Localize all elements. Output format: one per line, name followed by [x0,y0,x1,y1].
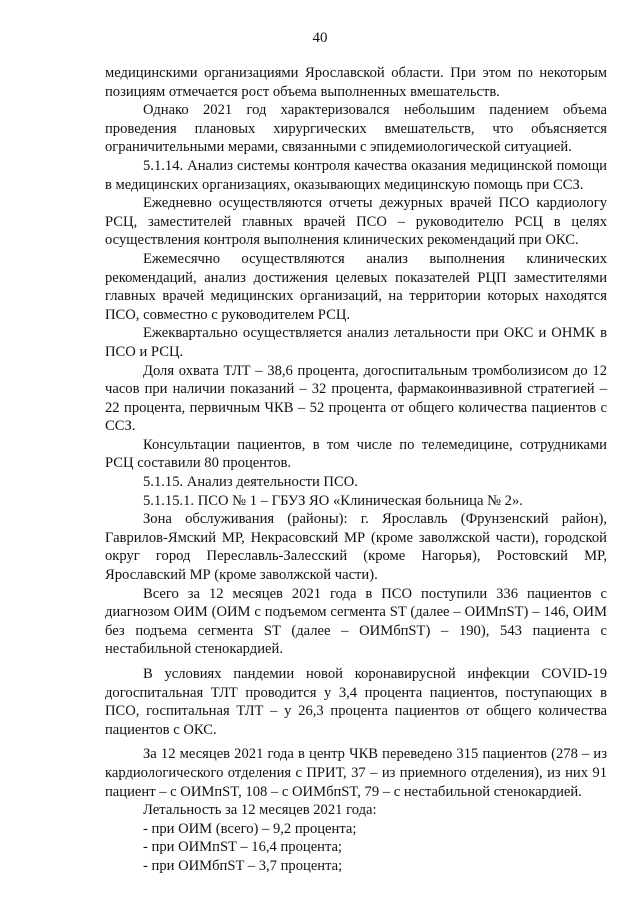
subsection-heading: 5.1.15.1. ПСО № 1 – ГБУЗ ЯО «Клиническая больница № 2». [143,492,523,509]
paragraph: медицинскими организациями Ярославской области. При этом по некоторым позициям отмечается рост объема выполненных вмешательств. [105,65,607,100]
list-item: - при ОИМбпST – 3,7 процента; [143,857,343,874]
paragraph: Ежедневно осуществляются отчеты дежурных врачей ПСО кардиологу РСЦ, заместителей главных врачей ПСО – руководителю РСЦ в целях осуществления контроля выполнения клинических рекомендаций при ОКС. [105,195,607,249]
page-number: 40 [312,30,328,46]
section-heading: 5.1.14. Анализ системы контроля качества оказания медицинской помощи в медицинских организациях, оказывающих медицинскую помощь при ССЗ. [105,157,607,193]
list-item: - при ОИМ (всего) – 9,2 процента; [143,820,357,837]
paragraph: Летальность за 12 месяцев 2021 года: [143,802,377,819]
paragraph: Ежемесячно осуществляются анализ выполнения клинических рекомендаций, анализ достижения целевых показателей РЦП заместителями главных врачей медицинских организаций, на территории которых находятся ПСО, совместно с руководителем РСЦ. [105,250,607,323]
list-item: - при ОИМпST – 16,4 процента; [143,839,343,856]
paragraph: Доля охвата ТЛТ – 38,6 процента, догоспитальным тромболизисом до 12 часов при наличии показаний – 32 процента, фармакоинвазивной стратегией – 22 процента, первичным ЧКВ – 52 процента от общего количества пациентов с ССЗ. [105,362,607,435]
paragraph: Ежеквартально осуществляется анализ летальности при ОКС и ОНМК в ПСО и РСЦ. [105,325,607,360]
paragraph: В условиях пандемии новой коронавирусной инфекции COVID-19 догоспитальная ТЛТ проводится у 3,4 процента пациентов, поступающих в ПСО, госпитальная ТЛТ – у 26,3 процента пациентов от общего количества пациентов с ОКС. [105,666,607,738]
paragraph: Однако 2021 год характеризовался небольшим падением объема проведения плановых хирургических вмешательств, что объясняется ограничительными мерами, связанными с эпидемиологической ситуацией. [105,102,607,156]
paragraph: Консультации пациентов, в том числе по телемедицине, сотрудниками РСЦ составили 80 процентов. [105,436,607,472]
paragraph: Всего за 12 месяцев 2021 года в ПСО поступили 336 пациентов с диагнозом ОИМ (ОИМ с подъемом сегмента ST (далее – ОИМпST) – 146, ОИМ без подъема сегмента ST (далее – ОИМбпST) – 190), 543 пациента с нестабильной стенокардией. [105,585,607,658]
paragraph: Зона обслуживания (районы): г. Ярославль (Фрунзенский район), Гаврилов-Ямский МР, Некрасовский МР (кроме заволжской части), городской округ город Переславль-Залесский (кроме Нагорья), Ростовский МР, Ярославский МР (кроме заволжской части). [105,511,607,584]
document-body [105,64,607,876]
section-heading: 5.1.15. Анализ деятельности ПСО. [143,474,358,491]
paragraph: За 12 месяцев 2021 года в центр ЧКВ переведено 315 пациентов (278 – из кардиологического отделения с ПРИТ, 37 – из приемного отделения), из них 91 пациент – с ОИМпST, 108 – с ОИМбпST, 79 – с нестабильной стенокардией. [105,746,607,800]
